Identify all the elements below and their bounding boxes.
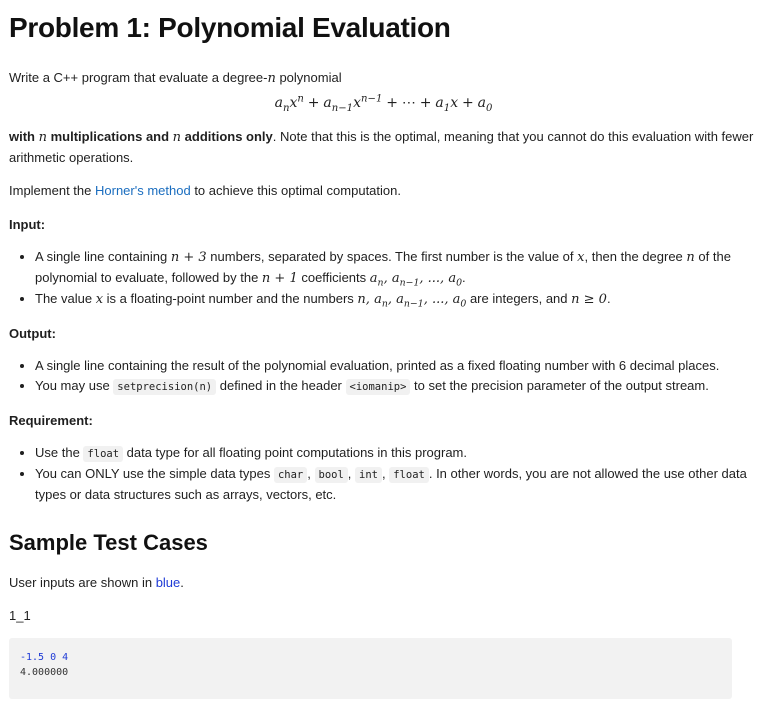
test-case-label: 1_1 xyxy=(9,608,31,623)
list-item: • The value x is a floating-point number and the numbers n, $a_n$, $a_{n-1}$, ..., $a_0$ are integers, and n ≥ 0. xyxy=(35,289,758,310)
polynomial-formula: $a_nx^n + a_{n-1}x^{n-1}$ + ⋯ + $a_1x + a_0$ xyxy=(274,93,493,114)
input-heading: Input: xyxy=(9,217,46,232)
code-setprecision: setprecision(n) xyxy=(113,379,216,395)
constraint-paragraph: with n multiplications and n additions only. Note that this is the optimal, meaning that you cannot do this evaluation with fewer arithmetic operations. xyxy=(9,129,754,165)
code-char: char xyxy=(274,467,307,483)
code-float: float xyxy=(389,467,429,483)
list-item: • Use the float data type for all floating point computations in this program. xyxy=(35,443,758,464)
code-iomanip: <iomanip> xyxy=(346,379,411,395)
horner-method-link[interactable]: Horner's method xyxy=(95,183,191,198)
list-item: • A single line containing the result of the polynomial evaluation, printed as a fixed floating number with 6 decimal places. xyxy=(35,356,758,376)
output-heading: Output: xyxy=(9,326,56,341)
list-item: • A single line containing n + 3 numbers, separated by spaces. The first number is the value of x, then the degree n of the polynomial to evaluate, followed by the n + 1 coefficients $a_n$, $a_{n-1}$, ..., $a_0$. xyxy=(35,247,758,289)
list-item: • You may use setprecision(n) defined in the header <iomanip> to set the precision parameter of the output stream. xyxy=(35,376,758,397)
page-title: Problem 1: Polynomial Evaluation xyxy=(9,12,451,43)
output-list xyxy=(9,356,758,397)
sample-input-line: -1.5 0 4 xyxy=(20,652,69,663)
code-bool: bool xyxy=(315,467,348,483)
code-int: int xyxy=(355,467,382,483)
code-float: float xyxy=(83,446,123,462)
requirement-heading: Requirement: xyxy=(9,413,93,428)
sample-test-cases-heading: Sample Test Cases xyxy=(9,530,208,555)
sample-output-line: 4.000000 xyxy=(20,667,69,678)
intro-text: Write a C++ program that evaluate a degree-n polynomial xyxy=(9,70,342,86)
sample-io-box xyxy=(9,638,732,699)
input-list xyxy=(9,247,758,310)
sample-note: User inputs are shown in blue. xyxy=(9,575,184,590)
horner-paragraph: Implement the Horner's method to achieve this optimal computation. xyxy=(9,183,401,198)
requirement-list xyxy=(9,443,758,505)
list-item: • You can ONLY use the simple data types char , bool , int , float . In other words, you are not allowed the use other data types or data structures such as arrays, vectors, etc. xyxy=(35,464,758,505)
